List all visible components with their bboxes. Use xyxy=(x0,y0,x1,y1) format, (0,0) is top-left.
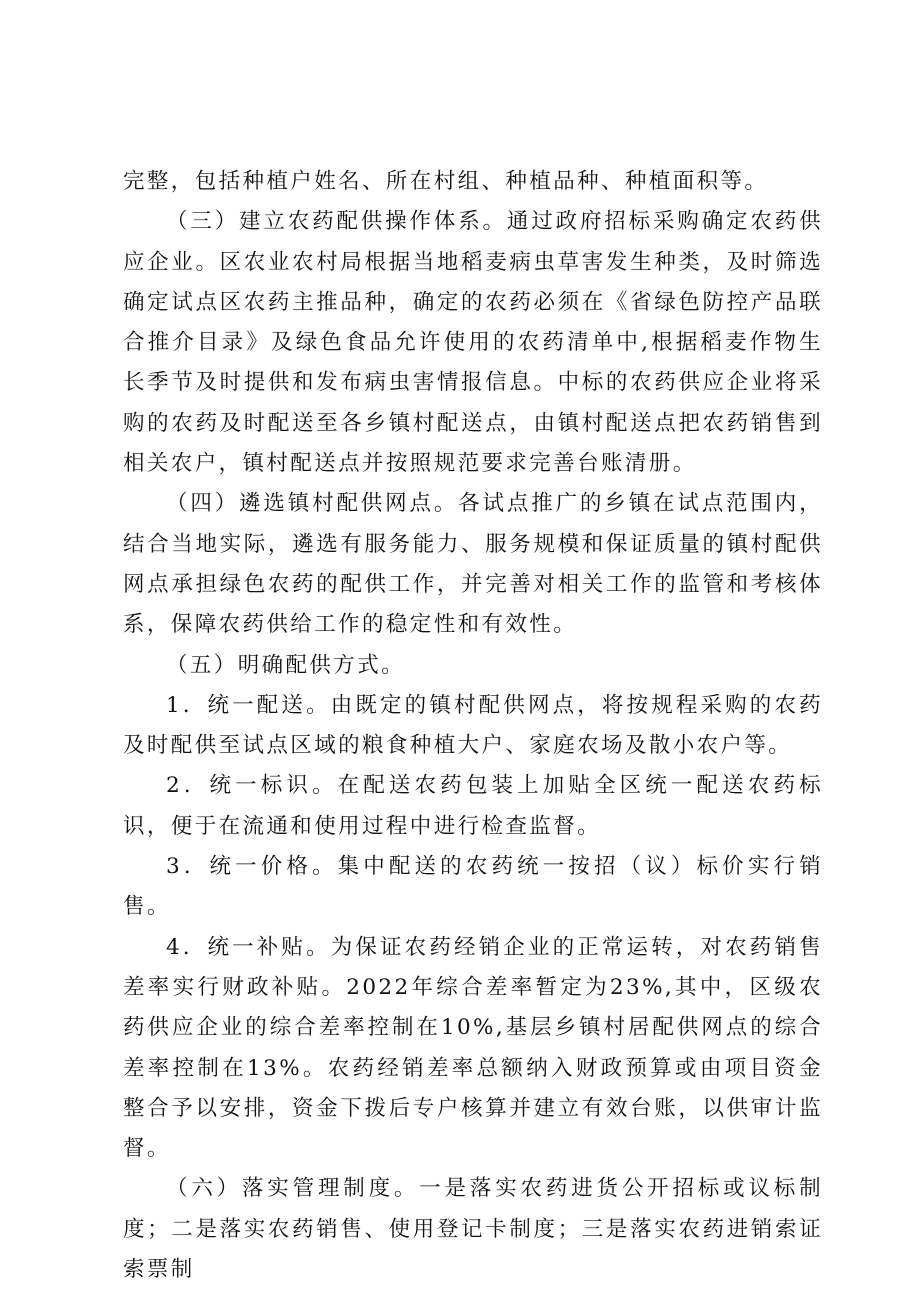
paragraph-continuation: 完整，包括种植户姓名、所在村组、种植品种、种植面积等。 xyxy=(123,169,769,194)
paragraph-item-4: 4．统一补贴。为保证农药经销企业的正常运转，对农药销售差率实行财政补贴。2022年综合差率暂定为23%,其中，区级农药供应企业的综合差率控制在10%,基层乡镇村居配供网点的综合差率控制在13%。农药经销差率总额纳入财政预算或由项目资金整合予以安排，资金下拨后专户核算并建立有效台账，以供审计监督。 xyxy=(123,934,823,1162)
paragraph-item-1: 1．统一配送。由既定的镇村配供网点，将按规程采购的农药及时配供至试点区域的粮食种植大户、家庭农场及散小农户等。 xyxy=(123,692,823,759)
paragraph-item-3: 3．统一价格。集中配送的农药统一按招（议）标价实行销售。 xyxy=(123,854,823,920)
paragraph-section-4: （四）遴选镇村配供网点。各试点推广的乡镇在试点范围内，结合当地实际，遴选有服务能力、服务规模和保证质量的镇村配供网点承担绿色农药的配供工作，并完善对相关工作的监管和考核体系，保障农药供给工作的稳定性和有效性。 xyxy=(123,491,823,638)
document-body xyxy=(123,162,823,1290)
paragraph-item-2: 2．统一标识。在配送农药包装上加贴全区统一配送农药标识，便于在流通和使用过程中进行检查监督。 xyxy=(123,773,823,839)
paragraph-section-5-heading: （五）明确配供方式。 xyxy=(166,652,406,678)
paragraph-section-3: （三）建立农药配供操作体系。通过政府招标采购确定农药供应企业。区农业农村局根据当地稻麦病虫草害发生种类，及时筛选确定试点区农药主推品种，确定的农药必须在《省绿色防控产品联合推介目录》及绿色食品允许使用的农药清单中,根据稻麦作物生长季节及时提供和发布病虫害情报信息。中标的农药供应企业将采购的农药及时配送至各乡镇村配送点，由镇村配送点把农药销售到相关农户，镇村配送点并按照规范要求完善台账清册。 xyxy=(123,209,823,477)
paragraph-section-6: （六）落实管理制度。一是落实农药进货公开招标或议标制度；二是落实农药销售、使用登记卡制度；三是落实农药进销索证索票制 xyxy=(123,1176,823,1283)
